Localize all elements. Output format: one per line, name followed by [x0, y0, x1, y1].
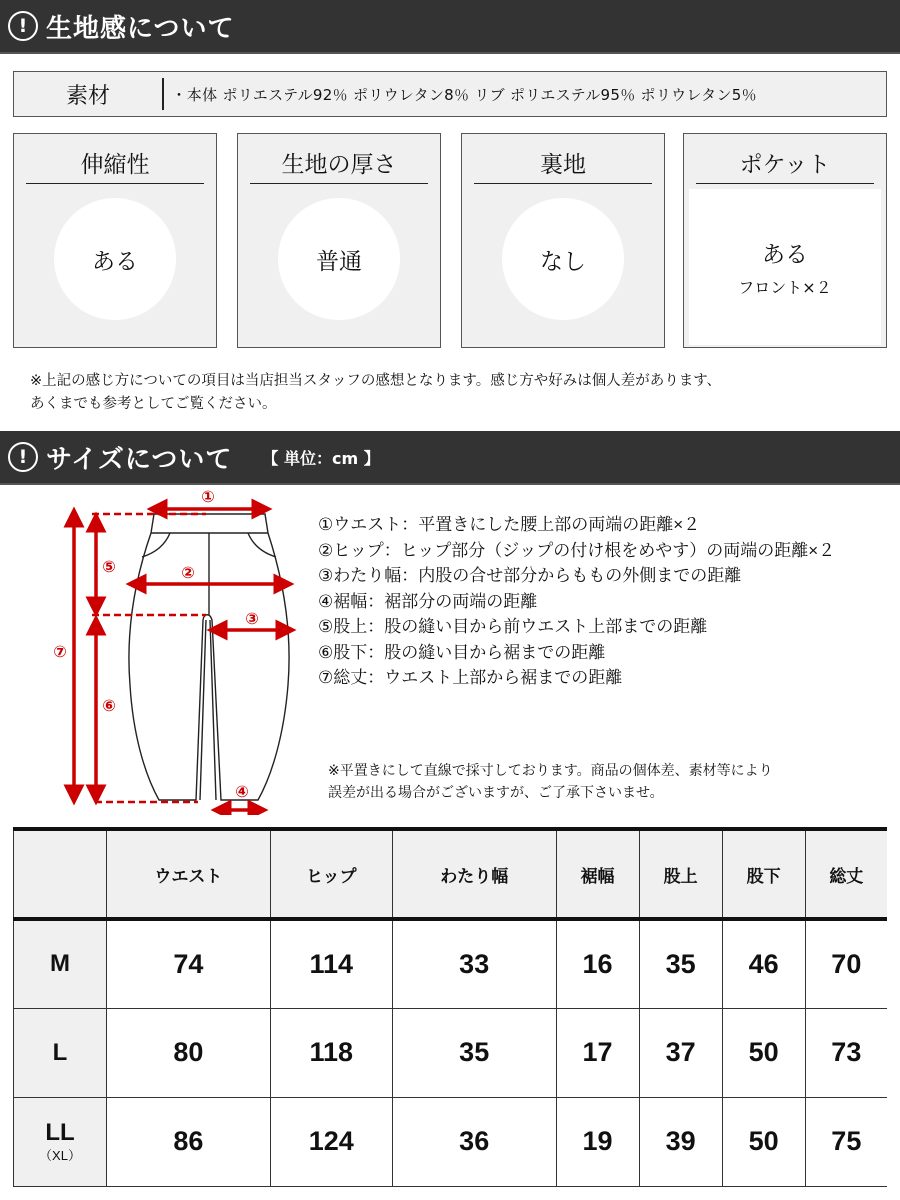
- material-label: 素材: [65, 83, 110, 109]
- disclaimer-line: あくまでも参考としてご覧ください。: [30, 396, 277, 412]
- svg-text:⑥: ⑥: [102, 696, 116, 715]
- card-value: ある: [54, 198, 176, 320]
- legend-item: ⑥股下：股の縫い目から裾までの距離: [318, 642, 606, 662]
- table-cell: 19: [556, 1097, 639, 1186]
- table-cell: 70: [805, 919, 887, 1008]
- table-cell: 39: [639, 1097, 722, 1186]
- table-cell: 50: [722, 1008, 805, 1097]
- table-cell: 114: [270, 919, 392, 1008]
- header-cell: わたり幅: [392, 829, 556, 919]
- pocket-body: [689, 189, 881, 345]
- section-title: 生地感について: [46, 13, 235, 44]
- table-cell: 35: [392, 1008, 556, 1097]
- legend-item: ⑤股上：股の縫い目から前ウエスト上部までの距離: [318, 617, 708, 636]
- table-cell: 80: [107, 1008, 271, 1097]
- table-cell: 17: [556, 1008, 639, 1097]
- material-row: [13, 71, 887, 117]
- table-cell: 74: [107, 919, 271, 1008]
- measurement-legend: [318, 512, 835, 691]
- table-cell: 124: [270, 1097, 392, 1186]
- section-title: サイズについて: [46, 444, 233, 475]
- header-cell: 総丈: [805, 829, 887, 919]
- card-pocket: [683, 133, 887, 348]
- section-header-fabric: [0, 0, 900, 54]
- card-value: なし: [502, 198, 624, 320]
- legend-item: ⑦総丈：ウエスト上部から裾までの距離: [318, 668, 623, 687]
- svg-text:⑤: ⑤: [102, 557, 116, 576]
- card-value: 普通: [278, 198, 400, 320]
- disclaimer-line: 誤差が出る場合がございますが、ご了承下さいませ。: [328, 785, 664, 801]
- table-cell: 86: [107, 1097, 271, 1186]
- card-stretch: [13, 133, 217, 348]
- legend-item: ②ヒップ：ヒップ部分（ジップの付け根をめやす）の両端の距離×２: [318, 540, 836, 560]
- card-thickness: [237, 133, 441, 348]
- svg-text:⑦: ⑦: [53, 642, 67, 661]
- table-cell: 35: [639, 919, 722, 1008]
- header-cell: 股下: [722, 829, 805, 919]
- table-cell: 73: [805, 1008, 887, 1097]
- table-cell: 16: [556, 919, 639, 1008]
- table-cell: 118: [270, 1008, 392, 1097]
- table-cell: 50: [722, 1097, 805, 1186]
- table-cell: 46: [722, 919, 805, 1008]
- size-label-cell: [14, 1008, 107, 1097]
- svg-text:④: ④: [235, 782, 249, 801]
- card-lining: [461, 133, 665, 348]
- disclaimer-line: ※上記の感じ方についての項目は当店担当スタッフの感想となります。感じ方や好みは個人差があります、: [30, 373, 722, 389]
- size-label: LL: [45, 1119, 75, 1146]
- header-cell: 股上: [639, 829, 722, 919]
- size-label: M: [50, 950, 70, 978]
- fabric-disclaimer: [30, 370, 721, 416]
- table-cell: 37: [639, 1008, 722, 1097]
- table-row: [14, 1008, 888, 1097]
- pants-measurement-diagram: [40, 485, 310, 815]
- size-table: [13, 827, 887, 1187]
- legend-item: ③わたり幅：内股の合せ部分からももの外側までの距離: [318, 566, 742, 585]
- header-cell: ウエスト: [107, 829, 271, 919]
- size-label: L: [52, 1038, 68, 1066]
- section-header-size: [0, 431, 900, 485]
- material-value: ・本体 ポリエステル92％ ポリウレタン8％ リブ ポリエステル95％ ポリウレタン5％: [171, 85, 757, 104]
- svg-text:①: ①: [201, 487, 215, 506]
- table-cell: 36: [392, 1097, 556, 1186]
- card-title: 伸縮性: [26, 134, 204, 184]
- table-cell: 33: [392, 919, 556, 1008]
- card-title: ポケット: [696, 134, 874, 184]
- table-cell: 75: [805, 1097, 887, 1186]
- table-row: [14, 919, 888, 1008]
- svg-text:③: ③: [245, 609, 259, 628]
- exclamation-circle-icon: !: [8, 11, 38, 41]
- table-row: [14, 1097, 888, 1186]
- card-title: 生地の厚さ: [250, 134, 428, 184]
- card-subvalue: フロント×２: [738, 278, 832, 297]
- size-label-cell: [14, 1097, 107, 1186]
- table-header-row: [14, 829, 888, 919]
- pants-diagram-icon: [40, 485, 310, 815]
- size-sublabel: （XL）: [39, 1148, 81, 1163]
- unit-label: 【 単位：cm 】: [262, 448, 380, 468]
- legend-item: ④裾幅：裾部分の両端の距離: [318, 591, 538, 611]
- header-cell: 裾幅: [556, 829, 639, 919]
- card-title: 裏地: [474, 134, 652, 184]
- measurement-disclaimer: [328, 760, 773, 804]
- card-value: ある: [762, 242, 808, 268]
- header-cell-corner: [14, 829, 107, 919]
- svg-text:②: ②: [181, 563, 195, 582]
- exclamation-circle-icon: !: [8, 442, 38, 472]
- header-cell: ヒップ: [270, 829, 392, 919]
- disclaimer-line: ※平置きにして直線で採寸しております。商品の個体差、素材等により: [328, 763, 773, 779]
- size-label-cell: [14, 919, 107, 1008]
- legend-item: ①ウエスト：平置きにした腰上部の両端の距離×２: [318, 515, 701, 534]
